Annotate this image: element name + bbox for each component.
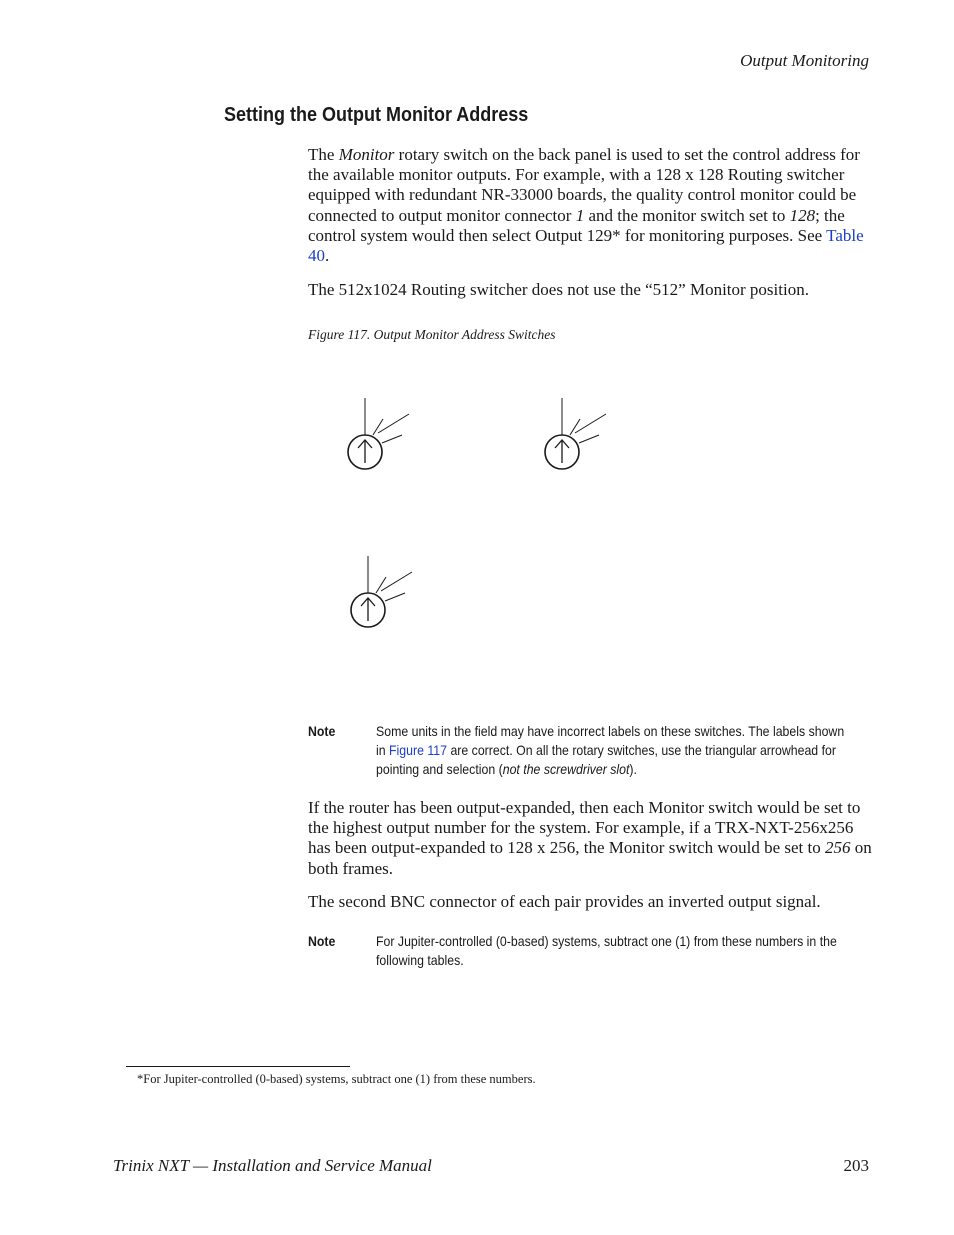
text: ; the control system would then select Output 129* for monitoring purposes. See — [308, 205, 845, 245]
text: ). — [629, 761, 637, 777]
text-italic: 256 — [825, 838, 851, 858]
paragraph-bnc — [308, 892, 874, 912]
rotary-switch-icon — [343, 553, 423, 633]
figure-117-link[interactable]: Figure 117 — [389, 742, 448, 758]
text: rotary switch on the back panel is used to set the control address for the available monitor outputs. For example, with a 128 x 128 Routing switcher equipped with redundant NR-33000 boards, the quality control monitor could be connected to output monitor connector — [308, 145, 860, 225]
text-italic: not the screwdriver slot — [502, 761, 630, 777]
note-text — [376, 722, 851, 779]
paragraph-monitor-switch — [308, 145, 874, 266]
note-text: For Jupiter-controlled (0-based) systems, subtract one (1) from these numbers in the following tables. — [376, 933, 837, 968]
running-header: Output Monitoring — [740, 51, 869, 70]
figure-caption: Figure 117. Output Monitor Address Switches — [308, 327, 556, 342]
text: The second BNC connector of each pair provides an inverted output signal. — [308, 892, 821, 911]
text: The — [308, 145, 339, 164]
page-number: 203 — [843, 1156, 869, 1175]
text-italic: 1 — [575, 205, 585, 225]
rotary-switch-icon — [340, 395, 420, 475]
note-label: Note — [308, 723, 336, 739]
note-jupiter — [308, 932, 868, 972]
text: Some units in the field may have incorrect labels on these switches. The labels shown in — [376, 723, 845, 758]
text: The 512x1024 Routing switcher does not use the “512” Monitor position. — [308, 280, 809, 299]
note-incorrect-labels — [308, 722, 868, 782]
rotary-switch-icon — [537, 395, 617, 475]
section-title: Setting the Output Monitor Address — [224, 104, 529, 126]
footnote-divider — [126, 1066, 350, 1067]
footnote: *For Jupiter-controlled (0-based) systems, subtract one (1) from these numbers. — [137, 1072, 536, 1086]
text: are correct. On all the rotary switches, use the triangular arrowhead for pointing and selection ( — [376, 742, 836, 777]
table-40-link[interactable]: Table 40 — [308, 225, 864, 266]
text-italic: 128 — [789, 205, 816, 225]
text: on both frames. — [308, 838, 872, 878]
note-label: Note — [308, 933, 336, 949]
footer-title: Trinix NXT — Installation and Service Manual — [113, 1156, 432, 1175]
paragraph-output-expanded — [308, 798, 874, 879]
text: and the monitor switch set to — [584, 205, 790, 225]
text: . — [325, 246, 330, 266]
text-italic: Monitor — [338, 145, 395, 164]
paragraph-512-note — [308, 280, 874, 300]
text: If the router has been output-expanded, then each Monitor switch would be set to the highest output number for the system. For example, if a TRX-NXT-256x256 has been output-expanded to 128 x 256, the Monitor switch would be set to — [308, 798, 861, 858]
